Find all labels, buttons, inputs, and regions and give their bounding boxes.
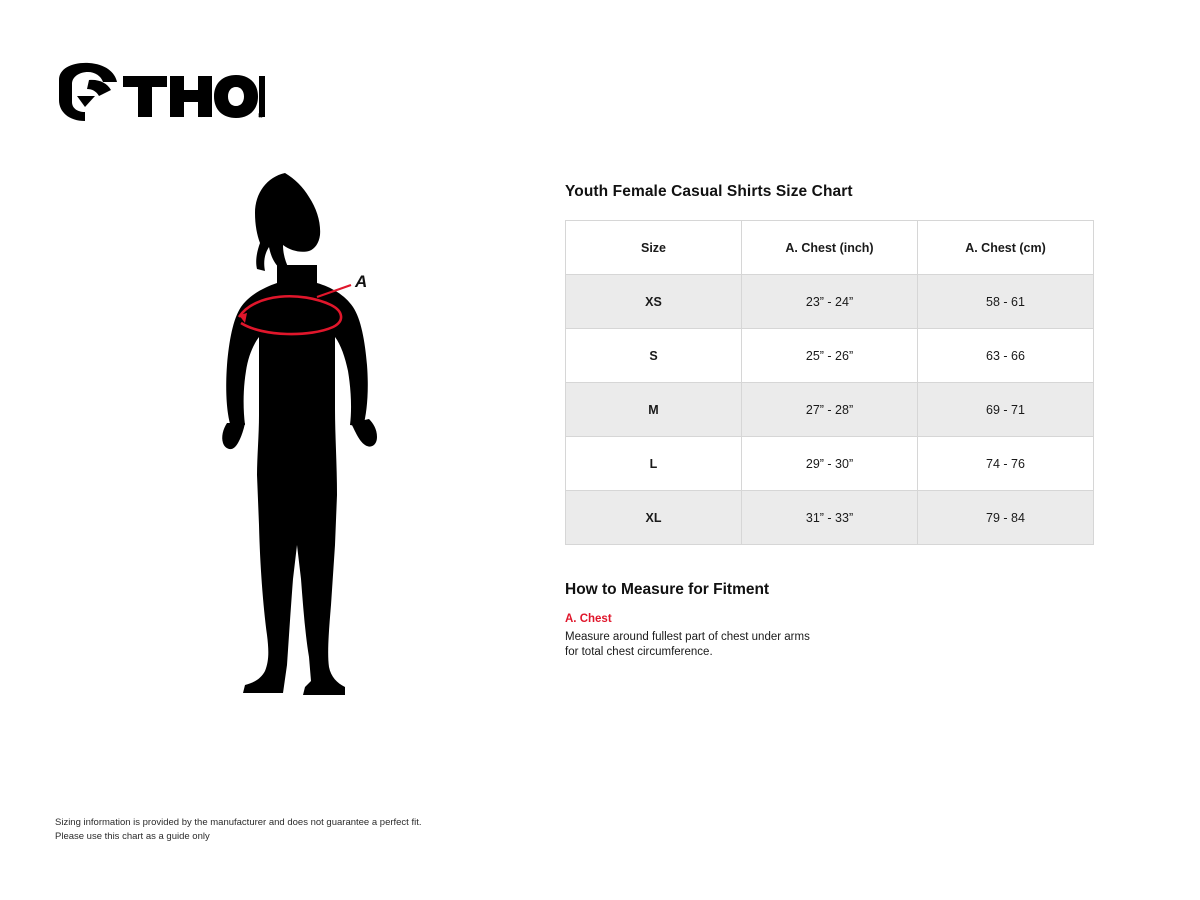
- disclaimer-line-1: Sizing information is provided by the manufacturer and does not guarantee a perfect fit.: [55, 817, 422, 828]
- cell-size: M: [566, 383, 742, 437]
- cell-chest-inch: 23” - 24”: [742, 275, 918, 329]
- measure-item-description-chest: Measure around fullest part of chest under arms for total chest circumference.: [565, 631, 810, 659]
- cell-chest-cm: 63 - 66: [918, 329, 1094, 383]
- disclaimer-line-2: Please use this chart as a guide only: [55, 830, 210, 842]
- table-row: [566, 437, 1094, 491]
- table-row: [566, 275, 1094, 329]
- table-header-row: [566, 221, 1094, 275]
- thor-logo: [55, 60, 265, 122]
- cell-chest-inch: 27” - 28”: [742, 383, 918, 437]
- cell-chest-cm: 69 - 71: [918, 383, 1094, 437]
- svg-text:®: ®: [258, 113, 264, 120]
- column-header-size: Size: [566, 221, 742, 275]
- table-row: [566, 491, 1094, 545]
- column-header-chest-inch: A. Chest (inch): [742, 221, 918, 275]
- cell-chest-cm: 74 - 76: [918, 437, 1094, 491]
- chart-column: [565, 183, 1095, 660]
- table-row: [566, 383, 1094, 437]
- how-to-measure-heading: How to Measure for Fitment: [565, 581, 770, 598]
- cell-size: L: [566, 437, 742, 491]
- disclaimer: [55, 816, 422, 844]
- cell-size: S: [566, 329, 742, 383]
- cell-chest-inch: 29” - 30”: [742, 437, 918, 491]
- cell-chest-inch: 25” - 26”: [742, 329, 918, 383]
- size-chart-table: [565, 220, 1094, 545]
- cell-size: XS: [566, 275, 742, 329]
- callout-label-a: A: [355, 272, 368, 291]
- chart-title: Youth Female Casual Shirts Size Chart: [565, 183, 853, 200]
- table-row: [566, 329, 1094, 383]
- silhouette-shape: [222, 173, 377, 695]
- cell-chest-cm: 58 - 61: [918, 275, 1094, 329]
- column-header-chest-cm: A. Chest (cm): [918, 221, 1094, 275]
- measure-item-label-chest: A. Chest: [565, 613, 612, 625]
- cell-size: XL: [566, 491, 742, 545]
- cell-chest-inch: 31” - 33”: [742, 491, 918, 545]
- cell-chest-cm: 79 - 84: [918, 491, 1094, 545]
- figure-illustration: [205, 165, 455, 705]
